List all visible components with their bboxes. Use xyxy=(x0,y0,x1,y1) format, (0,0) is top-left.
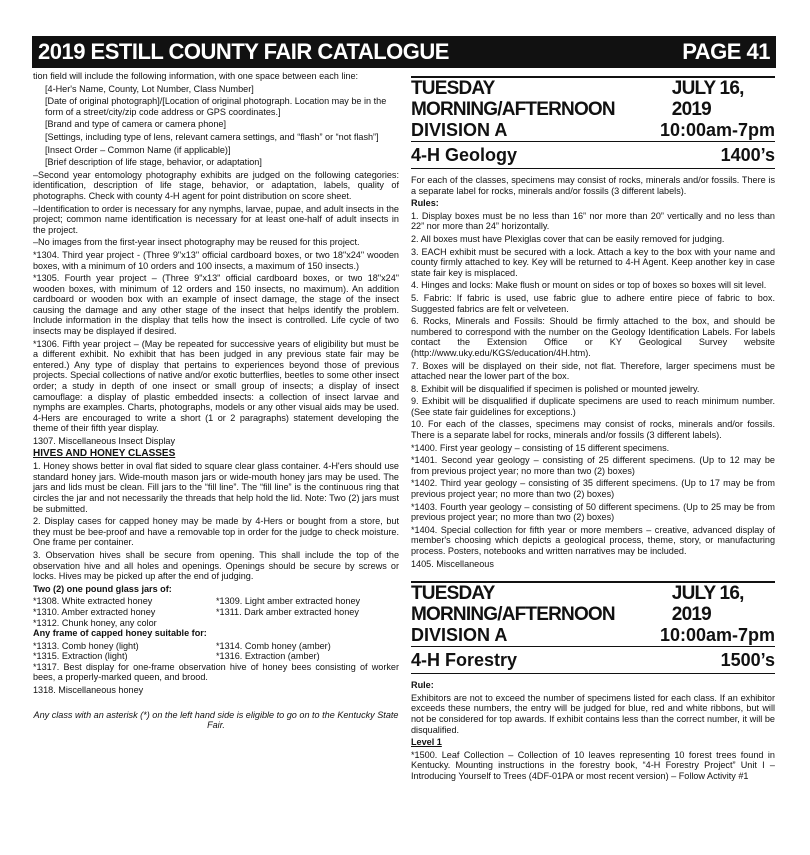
jars-heading: Two (2) one pound glass jars of: xyxy=(33,583,172,594)
field-line: [Insect Order – Common Name (if applicable)] xyxy=(45,144,231,155)
class-entry: *1305. Fourth year project – (Three 9"x13" official cardboard boxes, or two 18"x24" wooden boxes, with minimum of 12 orders and 150 insects, no maximum). An addition cardboard or wooden box with an example of insect damage, the stage of the insect causing the damage and any other stage of the insect that helps identify the problem. Include information in the display that tells how the insect is controlled. Life cycle of two insects may be displayed if desired. xyxy=(33,273,399,337)
rule-item: 9. Exhibit will be disqualified if duplicate specimens are used to reach minimum number. (See state fair guidelines for exceptions.) xyxy=(411,396,775,417)
geology-section-header xyxy=(411,76,775,169)
class-entry: *1313. Comb honey (light) xyxy=(33,640,139,651)
section-code: 1400’s xyxy=(720,145,775,165)
rule-heading: Rule: xyxy=(411,680,434,691)
session-day: TUESDAY MORNING/AFTERNOON xyxy=(411,583,615,626)
session-time: 10:00am-7pm xyxy=(659,625,775,646)
rule-item: 6. Rocks, Minerals and Fossils: Should be firmly attached to the box, and should be numbered to correspond with the number on the Geology Identification Labels. For labels contact the Extension Office or KY Geological Survey website (http://www.uky.edu/KGS/education/4H.htm). xyxy=(411,316,775,358)
rule-item: 2. All boxes must have Plexiglas cover that can be easily removed for judging. xyxy=(411,233,725,244)
class-entry: *1308. White extracted honey xyxy=(33,596,153,607)
section-name: 4-H Geology xyxy=(411,145,518,165)
section-code: 1500’s xyxy=(720,650,775,671)
class-entry: *1304. Third year project - (Three 9"x13" official cardboard boxes, or two 18"x24" wooden boxes, with a minimum of 10 orders and 100 insects, a maximum of 150 insects.) xyxy=(33,249,399,271)
level-heading: Level 1 xyxy=(411,737,442,748)
class-entry: *1403. Fourth year geology – consisting of 50 different specimens. (Up to 25 may be from previous project year; no more than two (2) boxes) xyxy=(411,501,775,523)
paragraph: For each of the classes, specimens may consist of rocks, minerals and/or fossils. There is a separate label for rocks, minerals and/or fossils (3 different labels). xyxy=(411,175,775,196)
class-entry: *1401. Second year geology – consisting of 25 different specimens. (Up to 12 may be from previous project year; no more than two (2) boxes) xyxy=(411,455,775,476)
paragraph: –Identification to order is necessary for any nymphs, larvae, pupae, and adult insects in the project; common name identification is necessary for at least one-half of adult insects in the project. xyxy=(33,203,399,235)
paragraph: 1. Honey shows better in oval flat sided to square clear glass container. 4-H'ers should use standard honey jars. Wide-mouth mason jars or wide-mouth honey jars may be used. The jars and lids must be clean. Fill jars to the “fill line”. The “fill line” is the continuous ring that circles the jar and not necessarily the threads that help hold the lid. Note: Two (2) jars must be submitted. xyxy=(33,461,399,514)
section-name: 4-H Forestry xyxy=(411,650,518,671)
page-number: PAGE 41 xyxy=(682,39,770,64)
class-entry: *1311. Dark amber extracted honey xyxy=(216,606,359,617)
field-line: [Brand and type of camera or camera phone] xyxy=(45,119,226,130)
class-entry: 1307. Miscellaneous Insect Display xyxy=(33,436,176,446)
catalogue-title: 2019 ESTILL COUNTY FAIR CATALOGUE xyxy=(38,39,449,64)
class-entry: *1317. Best display for one-frame observation hive of honey bees consisting of worker bees, a properly-marked queen, and brood. xyxy=(33,661,399,683)
session-date: JULY 16, 2019 xyxy=(671,583,744,626)
class-entry: *1500. Leaf Collection – Collection of 10 leaves representing 10 forest trees found in Kentucky. Mounting instructions in the forestry book, “4-H Forestry Project” Unit I – Introducing Yourself to Trees (4DF-01PA or most recent version) – Follow Activity #1 xyxy=(411,749,775,781)
paragraph: 3. Observation hives shall be secure from opening. This shall include the top of the observation hive and all holes and openings. Openings should be secure by screws or locks. Hives may be picked up after the end of judging. xyxy=(33,549,399,582)
class-entry: *1314. Comb honey (amber) xyxy=(216,640,331,651)
division-label: DIVISION A xyxy=(411,625,508,646)
class-entry: *1306. Fifth year project – (May be repeated for successive years of eligibility but must be a different exhibit. No exhibit that has been judged in any previous state fair may be entered.) Any type of display that pertains to experiences beyond those of previous projects. Special collections of native and/or exotic butterflies, beetles to some other insect order; a study in depth of one insect or small group of insects; a display of insect camouflage: a display of plastic embedded insects: a collection of insect larvae and nymphs are examples. Charts, photographs, models or any other visual aids may be used. 4-Hers are encouraged to write a short (1 or 2 paragraphs) statement developing the theme of their fifth year display. xyxy=(33,338,399,434)
asterisk-note: Any class with an asterisk (*) on the left hand side is eligible to go on to the Kentucky State Fair. xyxy=(33,709,399,731)
class-entry: *1400. First year geology – consisting of 15 different specimens. xyxy=(411,442,670,453)
frame-classes xyxy=(33,641,399,662)
class-entry: *1312. Chunk honey, any color xyxy=(33,617,157,628)
rule-item: 5. Fabric: If fabric is used, use fabric glue to adhere entire piece of fabric to box. Suggested fabrics are felt or velveteen. xyxy=(411,292,775,314)
field-line: [Brief description of life stage, behavior, or adaptation] xyxy=(45,157,262,168)
class-entry: 1405. Miscellaneous xyxy=(411,558,494,569)
paragraph: –Second year entomology photography exhibits are judged on the following categories: identification, description of life stage, behavior, or adaptation, labels, quality of photographs. Check with county 4-H agent for point distribution on score sheet. xyxy=(33,169,399,201)
rules-heading: Rules: xyxy=(411,198,439,209)
left-column xyxy=(33,71,399,733)
intro-text: tion field will include the following information, with one space between each line: xyxy=(33,71,359,81)
paragraph: 2. Display cases for capped honey may be made by 4-Hers or bought from a store, but they must be bee-proof and have a removable top in order for the judge to check moisture. One frame per container. xyxy=(33,516,399,548)
class-entry: *1404. Special collection for fifth year or more members – creative, advanced display of member's choosing which depicts a geological process, theme, story, or manufacturing process. Posters, notebooks and written narratives may be included. xyxy=(411,524,775,556)
class-entry: *1402. Third year geology – consisting of 35 different specimens. (Up to 17 may be from previous project year; no more than two (2) boxes) xyxy=(411,478,775,500)
rule-item: 4. Hinges and locks: Make flush or mount on sides or top of boxes so boxes will sit level. xyxy=(411,280,767,291)
session-date: JULY 16, 2019 xyxy=(671,78,744,120)
paragraph: –No images from the first-year insect photography may be reused for this project. xyxy=(33,237,360,248)
session-day: TUESDAY MORNING/AFTERNOON xyxy=(411,78,615,120)
rule-item: 8. Exhibit will be disqualified if specimen is polished or mounted jewelry. xyxy=(411,383,700,394)
field-line: [Settings, including type of lens, relevant camera settings, and “flash” or “not flash”] xyxy=(45,131,379,142)
session-time: 10:00am-7pm xyxy=(659,120,775,140)
division-label: DIVISION A xyxy=(411,120,508,140)
field-line: [Date of original photograph]/[Location of original photograph. Location may be in the form of a street/city/zip code address or GPS coordinates.] xyxy=(45,96,387,117)
jars-classes xyxy=(33,596,399,628)
class-entry: *1315. Extraction (light) xyxy=(33,651,128,662)
class-entry: 1318. Miscellaneous honey xyxy=(33,685,144,696)
class-entry: *1316. Extraction (amber) xyxy=(216,651,320,662)
frame-heading: Any frame of capped honey suitable for: xyxy=(33,628,207,639)
right-column xyxy=(411,74,775,784)
page-header xyxy=(32,36,776,68)
rule-item: 3. EACH exhibit must be secured with a lock. Attach a key to the box with your name and county firmly attached to key. Key will be returned to 4-H Agent. Keep another key in case state fair key is misplaced. xyxy=(411,246,775,278)
paragraph: Exhibitors are not to exceed the number of specimens listed for each class. If an exhibitor exceeds these numbers, the entry will be judged for blue, red and white ribbons, but will not be considered for top awards. If exhibit contains less than the correct number, it will be disqualified. xyxy=(411,692,775,735)
forestry-section-header xyxy=(411,581,775,674)
rule-item: 1. Display boxes must be no less than 16” nor more than 20” vertically and no less than 22” nor more than 24” horizontally. xyxy=(411,210,775,232)
class-entry: *1310. Amber extracted honey xyxy=(33,606,156,617)
class-entry: *1309. Light amber extracted honey xyxy=(216,596,361,607)
hives-heading: HIVES AND HONEY CLASSES xyxy=(33,447,176,459)
field-line: [4-Her's Name, County, Lot Number, Class Number] xyxy=(45,83,254,94)
rule-item: 7. Boxes will be displayed on their side, not flat. Therefore, larger specimens must be attached near the lower part of the box. xyxy=(411,360,775,382)
rule-item: 10. For each of the classes, specimens may consist of rocks, minerals and/or fossils. There is a separate label for rocks, minerals and/or fossils (3 different labels). xyxy=(411,419,775,441)
